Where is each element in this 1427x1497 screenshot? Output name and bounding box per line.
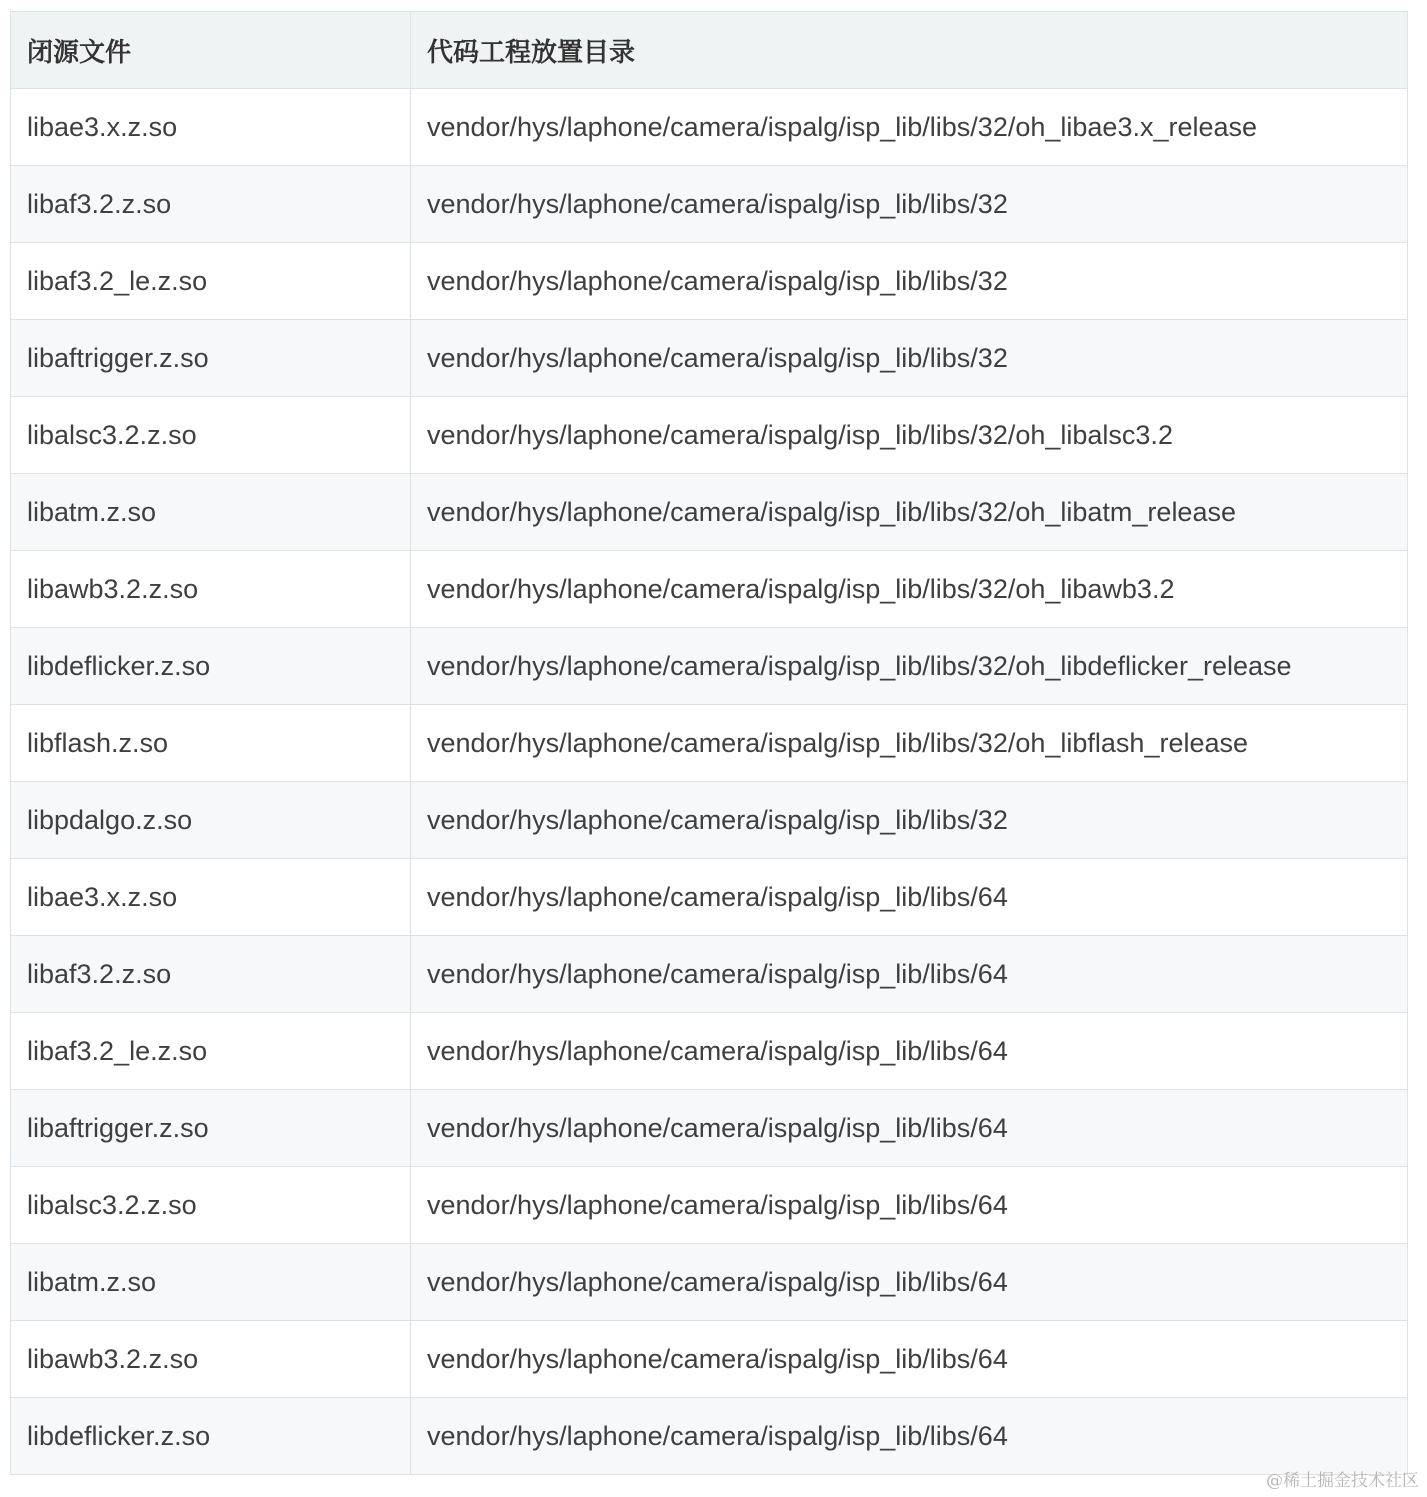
- directory-cell: vendor/hys/laphone/camera/ispalg/isp_lib/libs/32/oh_libflash_release: [411, 705, 1408, 782]
- file-name-cell: libae3.x.z.so: [11, 89, 411, 166]
- table-row: [11, 705, 1408, 782]
- file-name-cell: libpdalgo.z.so: [11, 782, 411, 859]
- directory-cell: vendor/hys/laphone/camera/ispalg/isp_lib/libs/64: [411, 936, 1408, 1013]
- directory-cell: vendor/hys/laphone/camera/ispalg/isp_lib/libs/32: [411, 166, 1408, 243]
- table-row: [11, 936, 1408, 1013]
- file-name-cell: libflash.z.so: [11, 705, 411, 782]
- table-row: [11, 1244, 1408, 1321]
- directory-cell: vendor/hys/laphone/camera/ispalg/isp_lib/libs/32: [411, 243, 1408, 320]
- table-header-row: [11, 12, 1408, 89]
- table-row: [11, 397, 1408, 474]
- watermark: @稀土掘金技术社区: [1266, 1471, 1419, 1491]
- file-name-cell: libaftrigger.z.so: [11, 320, 411, 397]
- directory-cell: vendor/hys/laphone/camera/ispalg/isp_lib/libs/32/oh_libdeflicker_release: [411, 628, 1408, 705]
- file-name-cell: libawb3.2.z.so: [11, 551, 411, 628]
- table-row: [11, 1167, 1408, 1244]
- table-row: [11, 551, 1408, 628]
- file-name-cell: libae3.x.z.so: [11, 859, 411, 936]
- file-name-cell: libaf3.2_le.z.so: [11, 243, 411, 320]
- file-table-container: [10, 11, 1407, 1475]
- file-name-cell: libaf3.2.z.so: [11, 166, 411, 243]
- file-name-cell: libdeflicker.z.so: [11, 1398, 411, 1475]
- directory-cell: vendor/hys/laphone/camera/ispalg/isp_lib/libs/32/oh_libawb3.2: [411, 551, 1408, 628]
- directory-cell: vendor/hys/laphone/camera/ispalg/isp_lib/libs/32: [411, 782, 1408, 859]
- table-row: [11, 474, 1408, 551]
- directory-cell: vendor/hys/laphone/camera/ispalg/isp_lib/libs/32/oh_libalsc3.2: [411, 397, 1408, 474]
- table-row: [11, 782, 1408, 859]
- table-row: [11, 859, 1408, 936]
- table-row: [11, 1090, 1408, 1167]
- file-name-cell: libaf3.2.z.so: [11, 936, 411, 1013]
- directory-cell: vendor/hys/laphone/camera/ispalg/isp_lib/libs/64: [411, 859, 1408, 936]
- directory-cell: vendor/hys/laphone/camera/ispalg/isp_lib/libs/32/oh_libatm_release: [411, 474, 1408, 551]
- directory-cell: vendor/hys/laphone/camera/ispalg/isp_lib/libs/32/oh_libae3.x_release: [411, 89, 1408, 166]
- directory-cell: vendor/hys/laphone/camera/ispalg/isp_lib/libs/64: [411, 1321, 1408, 1398]
- table-row: [11, 628, 1408, 705]
- table-row: [11, 1398, 1408, 1475]
- file-name-cell: libalsc3.2.z.so: [11, 397, 411, 474]
- table-row: [11, 243, 1408, 320]
- directory-cell: vendor/hys/laphone/camera/ispalg/isp_lib/libs/64: [411, 1013, 1408, 1090]
- file-name-cell: libatm.z.so: [11, 474, 411, 551]
- directory-cell: vendor/hys/laphone/camera/ispalg/isp_lib/libs/64: [411, 1244, 1408, 1321]
- table-row: [11, 320, 1408, 397]
- directory-cell: vendor/hys/laphone/camera/ispalg/isp_lib/libs/64: [411, 1090, 1408, 1167]
- directory-cell: vendor/hys/laphone/camera/ispalg/isp_lib/libs/64: [411, 1398, 1408, 1475]
- table-row: [11, 1013, 1408, 1090]
- header-closed-source-file: 闭源文件: [11, 12, 411, 89]
- file-name-cell: libatm.z.so: [11, 1244, 411, 1321]
- header-project-directory: 代码工程放置目录: [411, 12, 1408, 89]
- file-name-cell: libaftrigger.z.so: [11, 1090, 411, 1167]
- file-table: [10, 11, 1408, 1475]
- file-name-cell: libaf3.2_le.z.so: [11, 1013, 411, 1090]
- file-name-cell: libawb3.2.z.so: [11, 1321, 411, 1398]
- table-row: [11, 1321, 1408, 1398]
- table-row: [11, 166, 1408, 243]
- file-name-cell: libalsc3.2.z.so: [11, 1167, 411, 1244]
- directory-cell: vendor/hys/laphone/camera/ispalg/isp_lib/libs/64: [411, 1167, 1408, 1244]
- file-name-cell: libdeflicker.z.so: [11, 628, 411, 705]
- table-row: [11, 89, 1408, 166]
- directory-cell: vendor/hys/laphone/camera/ispalg/isp_lib/libs/32: [411, 320, 1408, 397]
